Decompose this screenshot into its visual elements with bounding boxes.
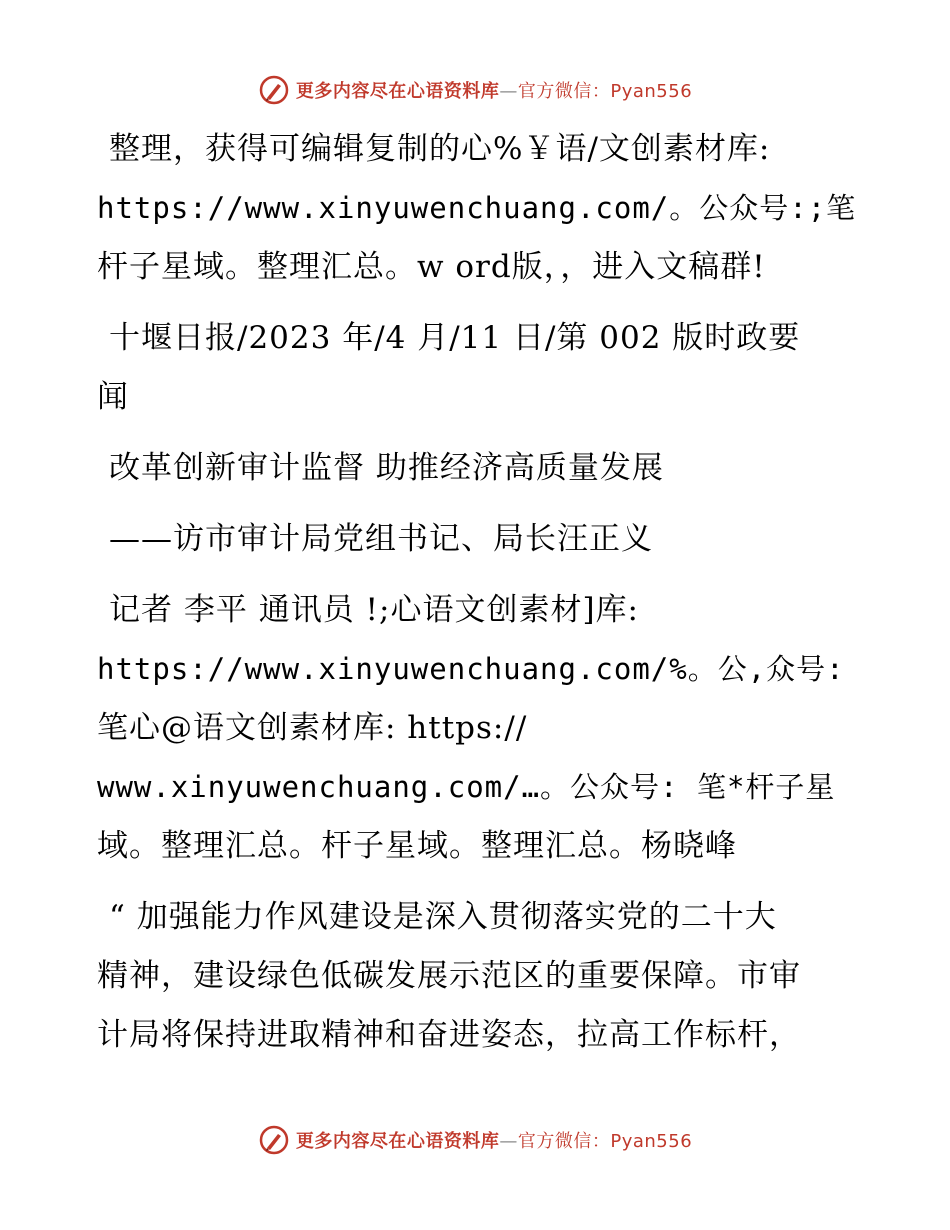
pen-circle-logo-icon (258, 74, 290, 106)
byline-line: 笔心@语文创素材库: https:// (97, 710, 528, 746)
intro-line: 整理，获得可编辑复制的心%￥语/文创素材库: (109, 131, 771, 167)
byline-line: 记者 李平 通讯员 !;心语文创素材]库: (109, 592, 640, 628)
dateline-line: 十堰日报/2023 年/4 月/11 日/第 002 版时政要 (109, 320, 801, 356)
dateline-line: 闻 (97, 379, 129, 415)
body-paragraph-line: “ 加强能力作风建设是深入贯彻落实党的二十大 (109, 899, 777, 935)
article-subheadline: ——访市审计局党组书记、局长汪正义 (109, 521, 653, 557)
banner-separator: — (499, 1131, 518, 1152)
banner-text (296, 77, 692, 103)
byline-line: 域。整理汇总。杆子星域。整理汇总。杨晓峰 (97, 828, 737, 864)
byline-line: www.xinyuwenchuang.com/…。公众号: 笔*杆子星 (97, 770, 836, 804)
banner-brand-text: 更多内容尽在心语资料库 (295, 1131, 500, 1152)
banner-contact-text: 官方微信：Pyan556 (517, 1131, 693, 1152)
pen-circle-logo-icon (258, 1124, 290, 1156)
article-headline: 改革创新审计监督 助推经济高质量发展 (109, 450, 664, 486)
document-body (97, 120, 857, 1065)
banner-brand-text: 更多内容尽在心语资料库 (295, 81, 500, 102)
intro-line: https://www.xinyuwenchuang.com/。公众号:;笔 (97, 191, 857, 225)
banner-separator: — (499, 81, 518, 102)
body-paragraph-line: 计局将保持进取精神和奋进姿态，拉高工作标杆， (97, 1017, 801, 1053)
intro-line: 杆子星域。整理汇总。w ord版，，进入文稿群! (97, 249, 766, 285)
byline-line: https://www.xinyuwenchuang.com/%。公,众号: (97, 652, 845, 686)
banner-text (296, 1127, 692, 1153)
body-paragraph-line: 精神，建设绿色低碳发展示范区的重要保障。市审 (97, 958, 801, 994)
banner-contact-text: 官方微信：Pyan556 (517, 81, 693, 102)
header-banner (0, 70, 950, 110)
footer-banner (0, 1120, 950, 1160)
